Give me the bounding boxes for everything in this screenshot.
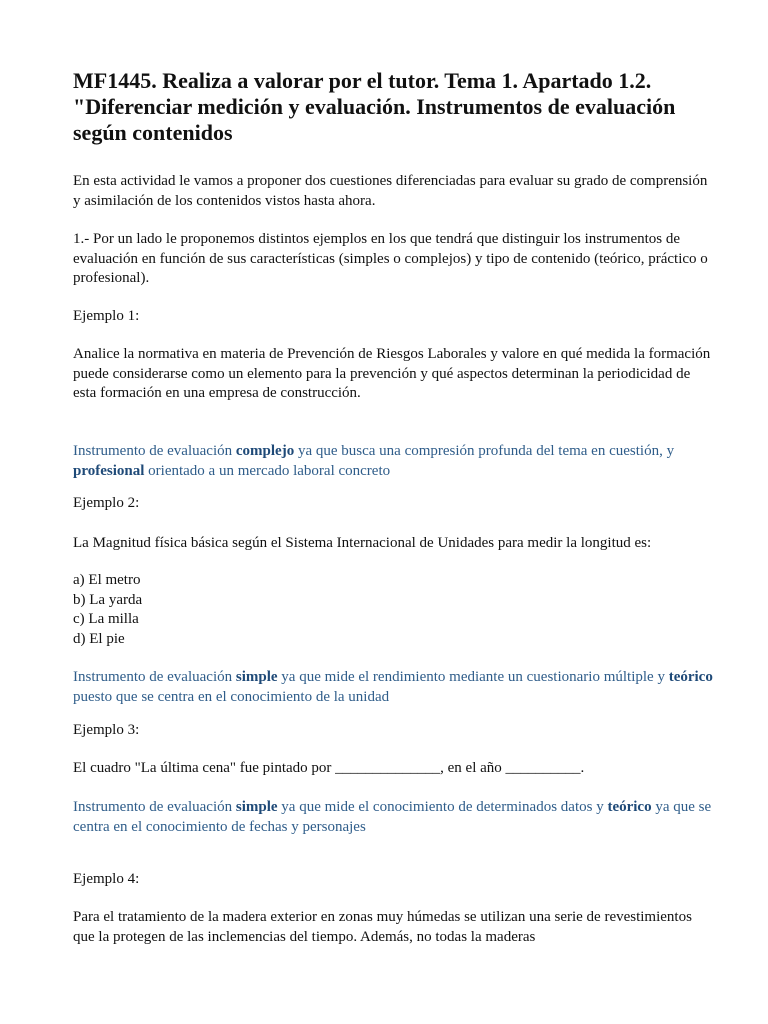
option-item: a) El metro — [73, 572, 141, 588]
example-1-heading: Ejemplo 1: — [73, 308, 140, 324]
example-4-text: Para el tratamiento de la madera exterior en zonas muy húmedas se utilizan una serie de revestimientos que la protegen de las inclemencias del tiempo. Además, no todas la maderas — [73, 909, 692, 945]
option-item: b) La yarda — [73, 591, 143, 608]
example-3-answer: Instrumento de evaluación simple ya que mide el conocimiento de determinados datos y teórico ya que se centra en el conocimiento de fechas y personajes — [73, 799, 712, 835]
question-1: 1.- Por un lado le proponemos distintos ejemplos en los que tendrá que distinguir los instrumentos de evaluación en función de sus características (simples o complejos) y tipo de contenido (teórico, práctico o profesional). — [73, 231, 708, 286]
document-title: MF1445. Realiza a valorar por el tutor. Tema 1. Apartado 1.2. "Diferenciar medición y evaluación. Instrumentos de evaluación según contenidos — [73, 68, 676, 145]
option-item: d) El pie — [73, 630, 125, 647]
option-item: c) La milla — [73, 611, 139, 627]
example-1-answer: Instrumento de evaluación complejo ya que busca una compresión profunda del tema en cuestión, y profesional orientado a un mercado laboral concreto — [73, 443, 675, 479]
example-3-heading: Ejemplo 3: — [73, 722, 140, 738]
example-2-options — [73, 571, 713, 649]
example-2-answer: Instrumento de evaluación simple ya que mide el rendimiento mediante un cuestionario múltiple y teórico puesto que se centra en el conocimiento de la unidad — [73, 669, 713, 705]
example-4-heading: Ejemplo 4: — [73, 871, 140, 887]
example-2-text: La Magnitud física básica según el Sistema Internacional de Unidades para medir la longitud es: — [73, 535, 652, 551]
example-3-text: El cuadro "La última cena" fue pintado por ______________, en el año __________. — [73, 760, 585, 776]
example-1-text: Analice la normativa en materia de Prevención de Riesgos Laborales y valore en qué medida la formación puede considerarse como un elemento para la prevención y qué aspectos determinan la periodicidad de esta formación en una empresa de construcción. — [73, 346, 711, 401]
intro-paragraph: En esta actividad le vamos a proponer dos cuestiones diferenciadas para evaluar su grado de comprensión y asimilación de los contenidos vistos hasta ahora. — [73, 173, 708, 209]
example-2-heading: Ejemplo 2: — [73, 495, 140, 511]
